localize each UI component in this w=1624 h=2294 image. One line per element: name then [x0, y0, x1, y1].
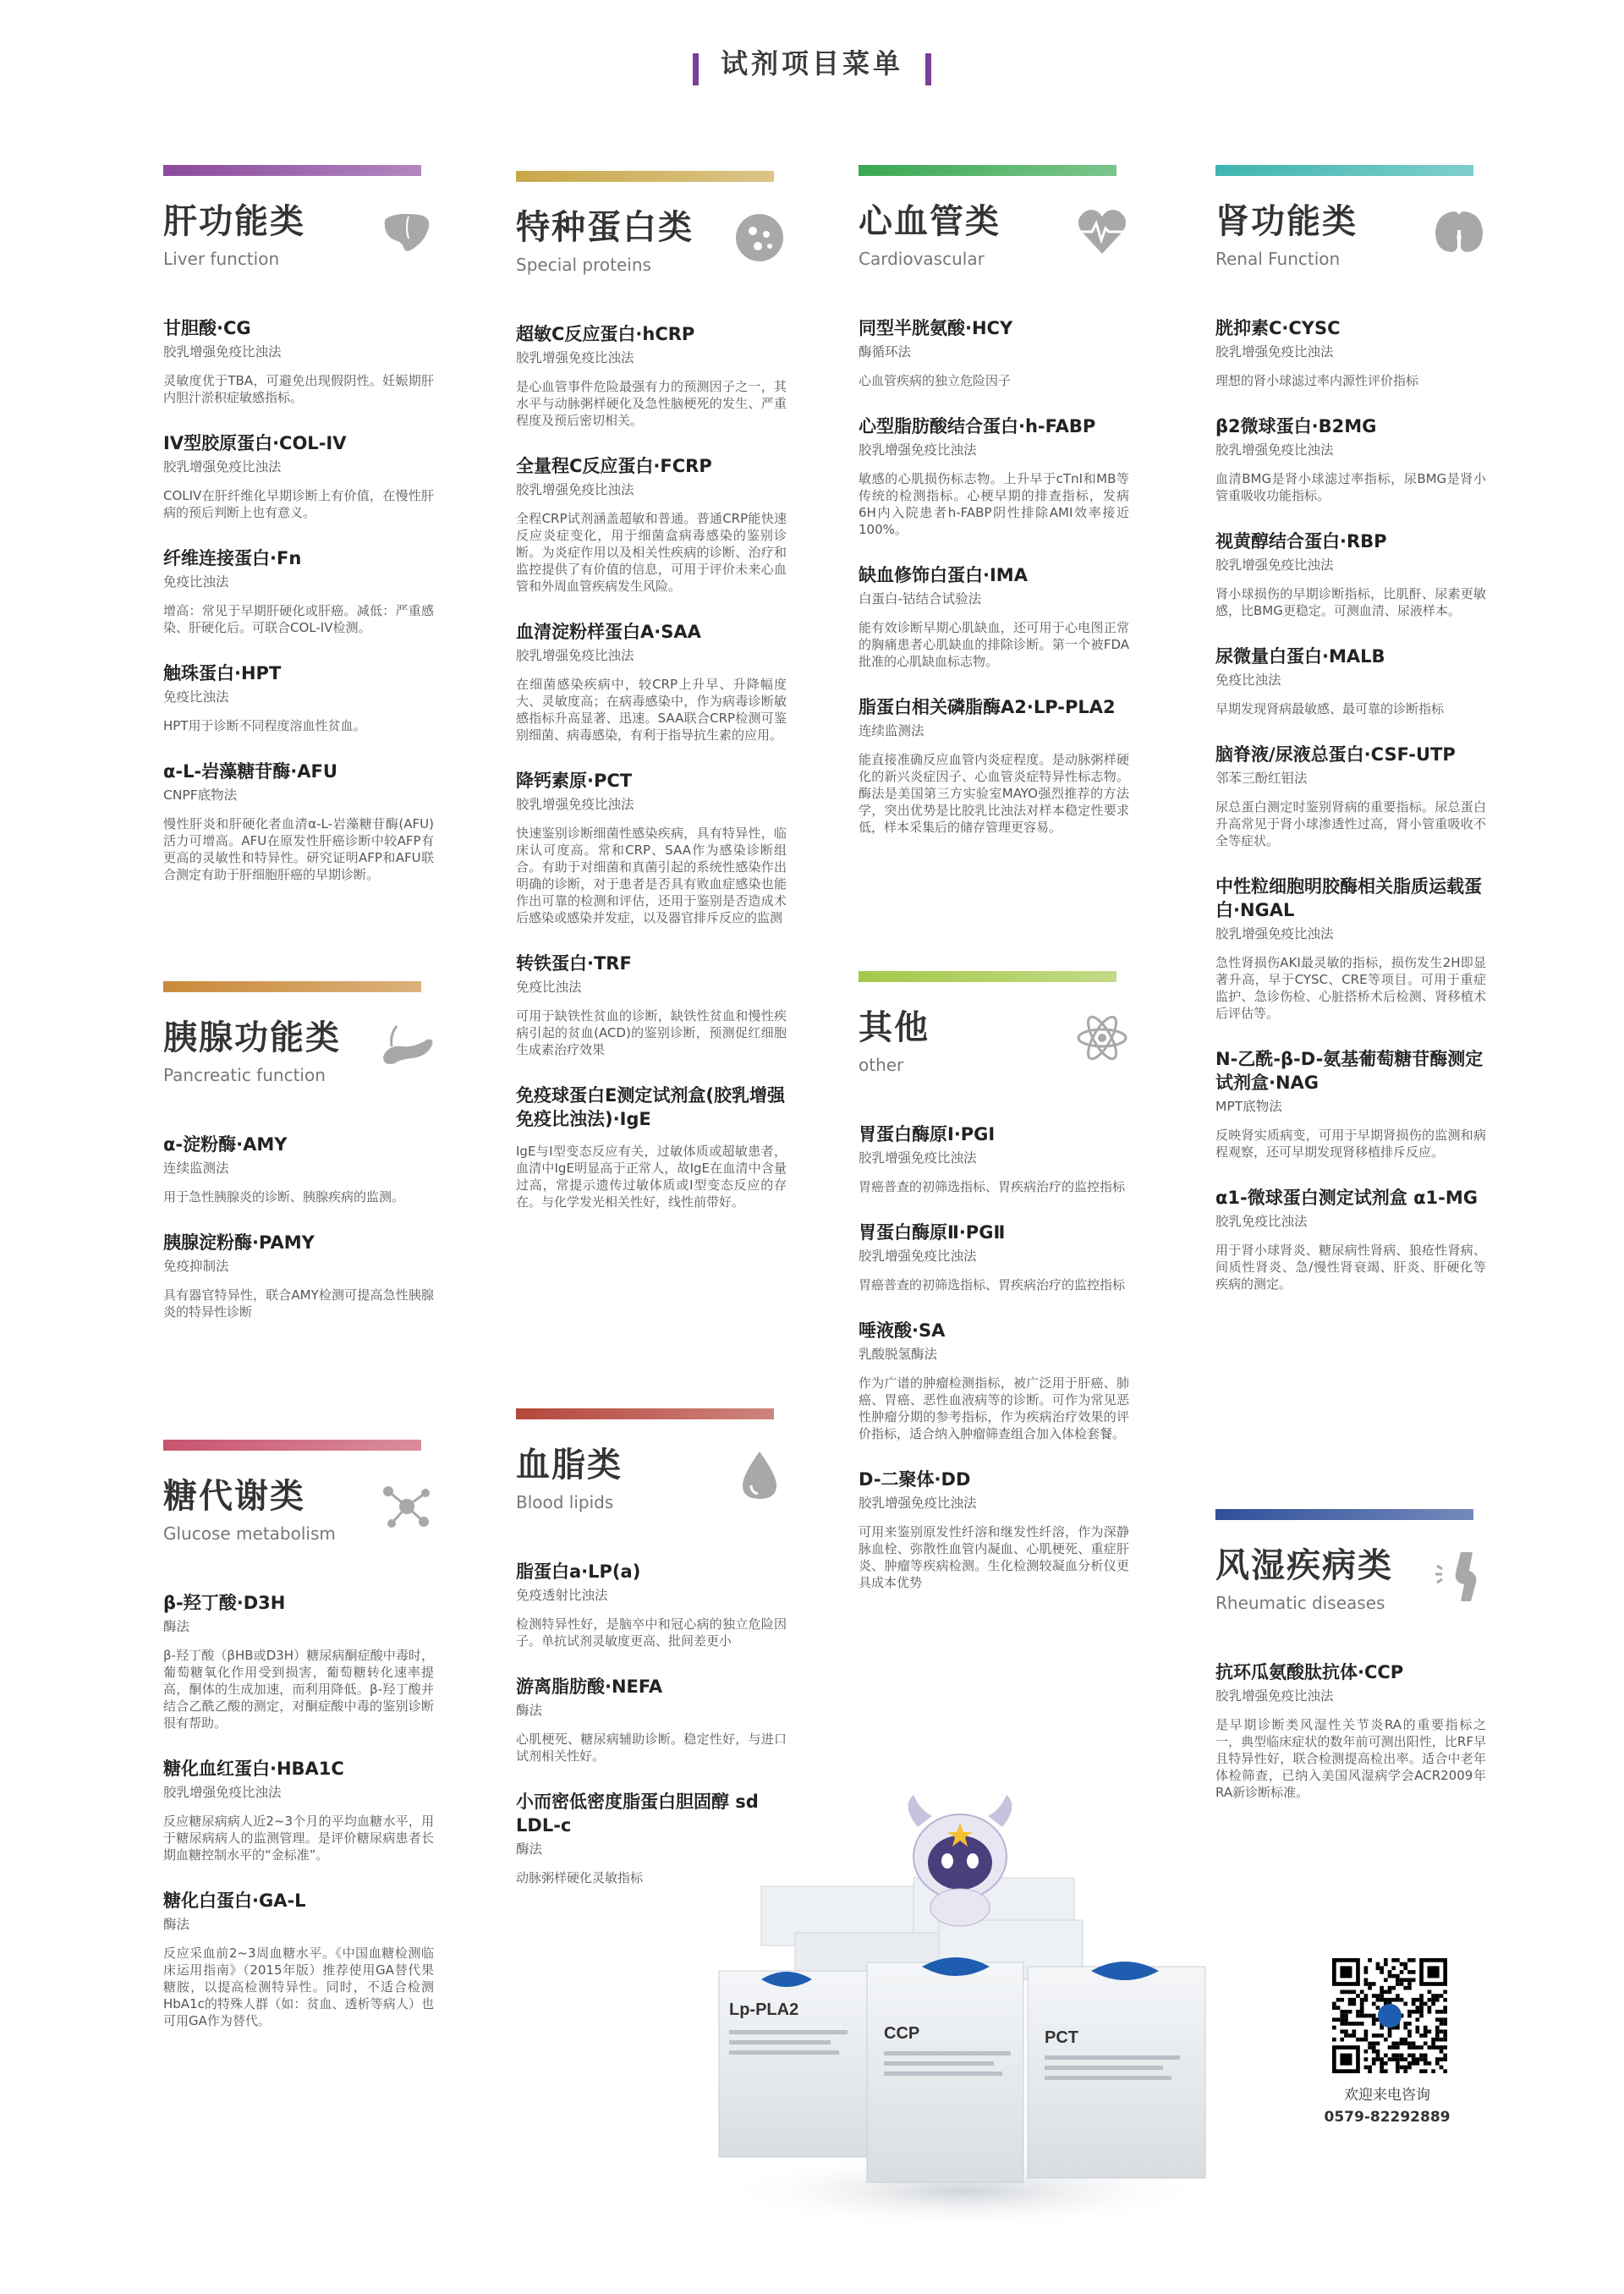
item-list — [1215, 1660, 1486, 1801]
section-subtitle: Liver function — [163, 249, 280, 269]
reagent-method: 免疫比浊法 — [1215, 672, 1281, 688]
atom-icon — [1075, 1011, 1129, 1065]
section-pancreas — [163, 981, 434, 1320]
reagent-method: 胶乳增强免疫比浊法 — [1215, 557, 1334, 573]
box-label-ccp: CCP — [884, 2024, 920, 2043]
reagent-description: 在细菌感染疾病中，较CRP上升早、升降幅度大、灵敏度高；在病毒感染中，作为病毒诊断敏感指标升高显著、迅速。SAA联合CRP检测可鉴别细菌、病毒感染，有利于指导抗生素的应用。 — [516, 677, 787, 743]
reagent-item — [163, 1231, 434, 1320]
section-header — [859, 1006, 1129, 1090]
pancreas-icon — [380, 1021, 434, 1075]
reagent-item — [1215, 743, 1486, 849]
reagent-method: 胶乳增强免疫比浊法 — [163, 344, 282, 359]
reagent-description: 能直接准确反应血管内炎症程度。是动脉粥样硬化的新兴炎症因子、心血管炎症特异性标志物。酶法是美国第三方实验室MAYO强烈推荐的方法学，突出优势是比胶乳比浊法对样本稳定性要求低，样本采集后的储存管理更容易。 — [859, 752, 1129, 835]
section-rheum — [1215, 1509, 1486, 1801]
reagent-method: 免疫透射比浊法 — [516, 1588, 608, 1603]
section-color-bar — [859, 165, 1116, 176]
reagent-method: 胶乳增强免疫比浊法 — [1215, 1688, 1334, 1704]
reagent-method: 胶乳增强免疫比浊法 — [516, 648, 634, 663]
reagent-item — [1215, 875, 1486, 1022]
reagent-description: 反映肾实质病变，可用于早期肾损伤的监测和病程观察，还可早期发现肾移植排斥反应。 — [1215, 1128, 1486, 1160]
section-renal — [1215, 165, 1486, 1292]
section-subtitle: Blood lipids — [516, 1492, 614, 1512]
reagent-name: D-二聚体·DD — [859, 1469, 971, 1490]
reagent-description: 用于肾小球肾炎、糖尿病性肾病、狼疮性肾病、间质性肾炎、急/慢性肾衰竭、肝炎、肝硬化等疾病的测定。 — [1215, 1243, 1486, 1292]
reagent-description: 慢性肝炎和肝硬化者血清α-L-岩藻糖苷酶(AFU)活力可增高。AFU在原发性肝癌诊断中较AFP有更高的灵敏性和特异性。研究证明AFP和AFU联合测定有助于肝细胞肝癌的早期诊断。 — [163, 816, 434, 882]
reagent-method: 胶乳增强免疫比浊法 — [1215, 926, 1334, 941]
section-other — [859, 971, 1129, 1591]
reagent-item — [163, 760, 434, 883]
reagent-description: IgE与I型变态反应有关，过敏体质或超敏患者，血清中IgE明显高于正常人，故IgE在血清中含量过高，常提示遗传过敏体质或I型变态反应的存在。与化学发光相关性好，线性前带好。 — [516, 1144, 787, 1210]
reagent-item — [163, 1757, 434, 1863]
reagent-description: COLIV在肝纤维化早期诊断上有价值，在慢性肝病的预后判断上也有意义。 — [163, 488, 434, 520]
reagent-item — [1215, 1047, 1486, 1161]
reagent-name: 胰腺淀粉酶·PAMY — [163, 1232, 315, 1253]
reagent-method: 连续监测法 — [859, 723, 924, 738]
reagent-name: 抗环瓜氨酸肽抗体·CCP — [1215, 1662, 1404, 1682]
reagent-item — [859, 563, 1129, 670]
reagent-method: 乳酸脱氢酶法 — [859, 1347, 938, 1362]
section-header — [163, 1016, 434, 1100]
reagent-item — [163, 1133, 434, 1205]
box-label-pct: PCT — [1045, 2028, 1078, 2047]
reagent-description: 心肌梗死、糖尿病辅助诊断。稳定性好，与进口试剂相关性好。 — [516, 1731, 787, 1764]
reagent-method: 免疫比浊法 — [516, 980, 582, 995]
reagent-item — [163, 316, 434, 406]
section-glucose — [163, 1440, 434, 2029]
reagent-description: 反应采血前2~3周血糖水平。《中国血糖检测临床运用指南》（2015年版）推荐使用GA替代果糖胺，以提高检测特异性。同时，不适合检测HbA1c的特殊人群（如：贫血、透析等病人）也可用GA作为替代。 — [163, 1946, 434, 2028]
reagent-item — [1215, 316, 1486, 389]
reagent-item — [516, 454, 787, 595]
reagent-name: α1-微球蛋白测定试剂盒 α1-MG — [1215, 1188, 1478, 1208]
section-title: 特种蛋白类 — [516, 208, 694, 247]
section-title: 其他 — [859, 1008, 930, 1047]
section-header — [516, 206, 787, 290]
reagent-description: 可用于缺铁性贫血的诊断，缺铁性贫血和慢性疾病引起的贫血(ACD)的鉴别诊断，预测促红细胞生成素治疗效果 — [516, 1008, 787, 1057]
page-title: 试剂项目菜单 — [720, 47, 903, 80]
reagent-name: N-乙酰-β-D-氨基葡萄糖苷酶测定试剂盒·NAG — [1215, 1049, 1484, 1093]
reagent-description: 胃癌普查的初筛选指标、胃疾病治疗的监控指标 — [859, 1179, 1126, 1194]
reagent-name: 中性粒细胞明胶酶相关脂质运载蛋白·NGAL — [1215, 876, 1482, 920]
page-header — [0, 42, 1624, 85]
reagent-item — [859, 316, 1129, 389]
section-header — [163, 1474, 434, 1559]
reagent-item — [516, 769, 787, 926]
reagent-description: 肾小球损伤的早期诊断指标，比肌酐、尿素更敏感，比BMG更稳定。可测血清、尿液样本。 — [1215, 586, 1486, 618]
reagent-item — [516, 1560, 787, 1649]
reagent-name: 甘胆酸·CG — [163, 318, 251, 338]
reagent-name: 纤维连接蛋白·Fn — [163, 548, 302, 568]
section-title: 心血管类 — [859, 202, 1001, 241]
reagent-name: 胱抑素C·CYSC — [1215, 318, 1341, 338]
section-cardio — [859, 165, 1129, 836]
section-color-bar — [163, 165, 421, 176]
section-title: 糖代谢类 — [163, 1477, 305, 1516]
molecule-icon — [380, 1479, 434, 1534]
reagent-name: 糖化血红蛋白·HBA1C — [163, 1759, 344, 1779]
liver-icon — [380, 205, 434, 259]
reagent-name: 胃蛋白酶原Ⅰ·PGⅠ — [859, 1124, 996, 1144]
section-subtitle: Cardiovascular — [859, 249, 985, 269]
reagent-description: 早期发现肾病最敏感、最可靠的诊断指标 — [1215, 701, 1445, 716]
reagent-name: 尿微量白蛋白·MALB — [1215, 646, 1385, 667]
section-header — [1215, 1544, 1486, 1628]
reagent-name: 游离脂肪酸·NEFA — [516, 1677, 663, 1697]
reagent-method: 免疫比浊法 — [163, 689, 229, 705]
section-color-bar — [859, 971, 1116, 982]
reagent-item — [163, 431, 434, 521]
reagent-method: 胶乳增强免疫比浊法 — [516, 482, 634, 497]
reagent-description: HPT用于诊断不同程度溶血性贫血。 — [163, 718, 366, 733]
section-subtitle: other — [859, 1055, 904, 1075]
reagent-name: 触珠蛋白·HPT — [163, 663, 282, 683]
reagent-name: β-羟丁酸·D3H — [163, 1593, 286, 1613]
reagent-name: IV型胶原蛋白·COL-IV — [163, 433, 347, 453]
section-color-bar — [1215, 165, 1473, 176]
reagent-name: 心型脂肪酸结合蛋白·h-FABP — [859, 416, 1096, 436]
reagent-description: 检测特异性好，是脑卒中和冠心病的独立危险因子。单抗试剂灵敏度更高、批间差更小 — [516, 1616, 787, 1649]
reagent-name: 缺血修饰白蛋白·IMA — [859, 565, 1028, 585]
reagent-method: 胶乳增强免疫比浊法 — [859, 1495, 977, 1511]
reagent-description: 反应糖尿病病人近2~3个月的平均血糖水平，用于糖尿病病人的监测管理。是评价糖尿病患者长期血糖控制水平的“金标准”。 — [163, 1814, 434, 1863]
reagent-method: 酶法 — [163, 1619, 190, 1634]
item-list — [516, 322, 787, 1210]
reagent-method: 胶乳增强免疫比浊法 — [163, 1785, 282, 1800]
item-list — [163, 1591, 434, 2029]
product-boxes-illustration — [710, 1793, 1226, 2233]
section-liver — [163, 165, 434, 883]
reagent-name: 唾液酸·SA — [859, 1320, 946, 1341]
reagent-description: 尿总蛋白测定时鉴别肾病的重要指标。尿总蛋白升高常见于肾小球渗透性过高，肾小管重吸收不全等症状。 — [1215, 799, 1486, 848]
reagent-description: 可用来鉴别原发性纤溶和继发性纤溶，作为深静脉血栓、弥散性血管内凝血、心肌梗死、重症肝炎、肿瘤等疾病检测。生化检测较凝血分析仪更具成本优势 — [859, 1524, 1129, 1590]
reagent-name: 血清淀粉样蛋白A·SAA — [516, 622, 701, 642]
reagent-method: 连续监测法 — [163, 1161, 229, 1176]
reagent-method: 酶法 — [516, 1841, 543, 1857]
reagent-item — [516, 952, 787, 1058]
reagent-description: 快速鉴别诊断细菌性感染疾病，具有特异性，临床认可度高。常和CRP、SAA作为感染诊断组合。有助于对细菌和真菌引起的系统性感染作出明确的诊断，对于患者是否具有败血症感染也能作出可靠的检测和评估，还用于鉴别是否造成术后感染或感染并发症，以及器官排斥反应的监测 — [516, 826, 787, 925]
joint-icon — [1432, 1549, 1486, 1603]
reagent-name: 脑脊液/尿液总蛋白·CSF-UTP — [1215, 744, 1456, 765]
section-color-bar — [516, 171, 774, 182]
section-title: 肾功能类 — [1215, 202, 1358, 241]
reagent-method: 胶乳增强免疫比浊法 — [1215, 344, 1334, 359]
section-subtitle: Special proteins — [516, 255, 651, 275]
reagent-name: 免疫球蛋白E测定试剂盒(胶乳增强免疫比浊法)·IgE — [516, 1085, 785, 1129]
item-list — [859, 1122, 1129, 1591]
reagent-description: 血清BMG是肾小球滤过率指标，尿BMG是肾小管重吸收功能指标。 — [1215, 471, 1486, 503]
reagent-method: 胶乳增强免疫比浊法 — [859, 1150, 977, 1166]
reagent-description: 是早期诊断类风湿性关节炎RA的重要指标之一，典型临床症状的数年前可测出阳性，比RF早且特异性好，联合检测提高检出率。适合中老年体检筛查，已纳入美国风湿病学会ACR2009年RA新诊断标准。 — [1215, 1717, 1486, 1800]
title-right-bar — [925, 53, 931, 85]
reagent-name: α-L-岩藻糖苷酶·AFU — [163, 761, 337, 782]
reagent-item — [1215, 645, 1486, 717]
item-list — [859, 316, 1129, 836]
qr-code[interactable] — [1332, 1958, 1447, 2073]
reagent-description: 动脉粥样硬化灵敏指标 — [516, 1870, 644, 1885]
section-color-bar — [163, 981, 421, 992]
cell-icon — [732, 211, 787, 265]
reagent-description: 急性肾损伤AKI最灵敏的指标，损伤发生2H即显著升高，早于CYSC、CRE等项目。可用于重症监护、急诊伤检、心脏搭桥术后检测、肾移植术后评估等。 — [1215, 955, 1486, 1021]
section-color-bar — [516, 1408, 774, 1419]
box-label-lp-pla2: Lp-PLA2 — [729, 2000, 799, 2019]
reagent-name: 胃蛋白酶原Ⅱ·PGⅡ — [859, 1222, 1006, 1243]
reagent-name: 全量程C反应蛋白·FCRP — [516, 456, 712, 476]
section-title: 风湿疾病类 — [1215, 1546, 1393, 1585]
reagent-item — [859, 1122, 1129, 1195]
section-subtitle: Pancreatic function — [163, 1065, 326, 1085]
section-subtitle: Renal Function — [1215, 249, 1341, 269]
reagent-item — [859, 1468, 1129, 1591]
reagent-item — [516, 620, 787, 744]
contact-phone: 0579-82292889 — [1324, 2109, 1451, 2126]
section-title: 血脂类 — [516, 1446, 623, 1485]
reagent-item — [1215, 530, 1486, 619]
reagent-method: 酶法 — [516, 1703, 543, 1718]
reagent-description: β-羟丁酸（βHB或D3H）糖尿病酮症酸中毒时，葡萄糖氧化作用受到损害，葡萄糖转化速率提高，酮体的生成加速，而利用降低。β-羟丁酸并结合乙酰乙酸的测定，对酮症酸中毒的鉴别诊断很有帮助。 — [163, 1648, 434, 1731]
reagent-name: β2微球蛋白·B2MG — [1215, 416, 1377, 436]
reagent-item — [1215, 1660, 1486, 1801]
reagent-method: 免疫抑制法 — [163, 1259, 229, 1274]
contact-block — [1303, 2084, 1472, 2128]
reagent-description: 能有效诊断早期心肌缺血，还可用于心电图正常的胸痛患者心肌缺血的排除诊断。第一个被FDA批准的心肌缺血标志物。 — [859, 620, 1129, 669]
section-header — [859, 200, 1129, 284]
reagent-method: 胶乳增强免疫比浊法 — [1215, 442, 1334, 458]
reagent-name: 视黄醇结合蛋白·RBP — [1215, 531, 1387, 552]
section-special — [516, 171, 787, 1210]
reagent-description: 用于急性胰腺炎的诊断、胰腺疾病的监测。 — [163, 1189, 405, 1205]
reagent-name: 糖化白蛋白·GA-L — [163, 1891, 306, 1911]
section-header — [163, 200, 434, 284]
reagent-item — [163, 1591, 434, 1731]
drop-icon — [732, 1448, 787, 1502]
reagent-name: 同型半胱氨酸·HCY — [859, 318, 1013, 338]
reagent-item — [859, 1319, 1129, 1442]
section-subtitle: Glucose metabolism — [163, 1523, 336, 1544]
reagent-description: 增高：常见于早期肝硬化或肝癌。减低：严重感染、肝硬化后。可联合COL-IV检测。 — [163, 603, 434, 635]
section-header — [516, 1443, 787, 1528]
item-list — [1215, 316, 1486, 1292]
reagent-method: 酶循环法 — [859, 344, 912, 359]
reagent-name: 小而密低密度脂蛋白胆固醇 sd LDL-c — [516, 1792, 759, 1836]
reagent-name: 脂蛋白a·LP(a) — [516, 1561, 641, 1582]
kidney-icon — [1432, 205, 1486, 259]
reagent-name: 降钙素原·PCT — [516, 771, 633, 791]
section-title: 肝功能类 — [163, 202, 305, 241]
reagent-method: 胶乳免疫比浊法 — [1215, 1214, 1308, 1229]
reagent-description: 心血管疾病的独立危险因子 — [859, 373, 1012, 388]
reagent-method: 胶乳增强免疫比浊法 — [163, 459, 282, 475]
reagent-description: 敏感的心肌损伤标志物。上升早于cTnI和MB等传统的检测指标。心梗早期的排查指标，发病6H内入院患者h-FABP阴性排除AMI效率接近100%。 — [859, 471, 1129, 537]
reagent-item — [859, 414, 1129, 538]
reagent-name: 转铁蛋白·TRF — [516, 953, 632, 974]
section-subtitle: Rheumatic diseases — [1215, 1593, 1385, 1613]
reagent-method: MPT底物法 — [1215, 1099, 1282, 1114]
reagent-name: 超敏C反应蛋白·hCRP — [516, 324, 695, 344]
item-list — [163, 316, 434, 883]
reagent-description: 全程CRP试剂涵盖超敏和普通。普通CRP能快速反应炎症变化，用于细菌盒病毒感染的鉴别诊断。为炎症作用以及相关性疾病的诊断、治疗和监控提供了有价值的信息，可用于评价未来心血管和外周血管疾病发生风险。 — [516, 511, 787, 594]
reagent-description: 是心血管事件危险最强有力的预测因子之一，其水平与动脉粥样硬化及急性脑梗死的发生、严重程度及预后密切相关。 — [516, 379, 787, 428]
reagent-item — [516, 1084, 787, 1210]
reagent-item — [163, 546, 434, 636]
reagent-item — [1215, 414, 1486, 504]
section-title: 胰腺功能类 — [163, 1018, 341, 1057]
contact-label: 欢迎来电咨询 — [1344, 2087, 1430, 2104]
reagent-name: 脂蛋白相关磷脂酶A2·LP-PLA2 — [859, 697, 1116, 717]
reagent-description: 理想的肾小球滤过率内源性评价指标 — [1215, 373, 1419, 388]
reagent-method: 胶乳增强免疫比浊法 — [516, 797, 634, 812]
reagent-method: 胶乳增强免疫比浊法 — [516, 350, 634, 365]
title-left-bar — [693, 53, 699, 85]
reagent-method: 酶法 — [163, 1917, 190, 1932]
reagent-item — [163, 661, 434, 734]
heart-icon — [1075, 205, 1129, 259]
reagent-method: 胶乳增强免疫比浊法 — [859, 442, 977, 458]
reagent-item — [859, 695, 1129, 836]
section-color-bar — [1215, 1509, 1473, 1520]
reagent-item — [1215, 1186, 1486, 1292]
reagent-item — [516, 322, 787, 429]
reagent-item — [859, 1221, 1129, 1293]
reagent-method: CNPF底物法 — [163, 788, 238, 803]
reagent-description: 胃癌普查的初筛选指标、胃疾病治疗的监控指标 — [859, 1277, 1126, 1292]
reagent-method: 邻苯三酚红钼法 — [1215, 771, 1308, 786]
reagent-method: 白蛋白-钴结合试验法 — [859, 591, 982, 606]
reagent-method: 胶乳增强免疫比浊法 — [859, 1249, 977, 1264]
reagent-method: 免疫比浊法 — [163, 574, 229, 590]
reagent-description: 作为广谱的肿瘤检测指标，被广泛用于肝癌、肺癌、胃癌、恶性血液病等的诊断。可作为常见恶性肿瘤分期的参考指标，作为疾病治疗效果的评价指标，适合纳入肿瘤筛查组合加入体检套餐。 — [859, 1375, 1129, 1441]
reagent-description: 灵敏度优于TBA，可避免出现假阴性。妊娠期肝内胆汁淤积症敏感指标。 — [163, 373, 434, 405]
section-color-bar — [163, 1440, 421, 1451]
reagent-name: α-淀粉酶·AMY — [163, 1134, 288, 1155]
reagent-item — [163, 1889, 434, 2029]
section-header — [1215, 200, 1486, 284]
reagent-item — [516, 1675, 787, 1764]
reagent-description: 具有器官特异性，联合AMY检测可提高急性胰腺炎的特异性诊断 — [163, 1287, 434, 1320]
item-list — [163, 1133, 434, 1320]
